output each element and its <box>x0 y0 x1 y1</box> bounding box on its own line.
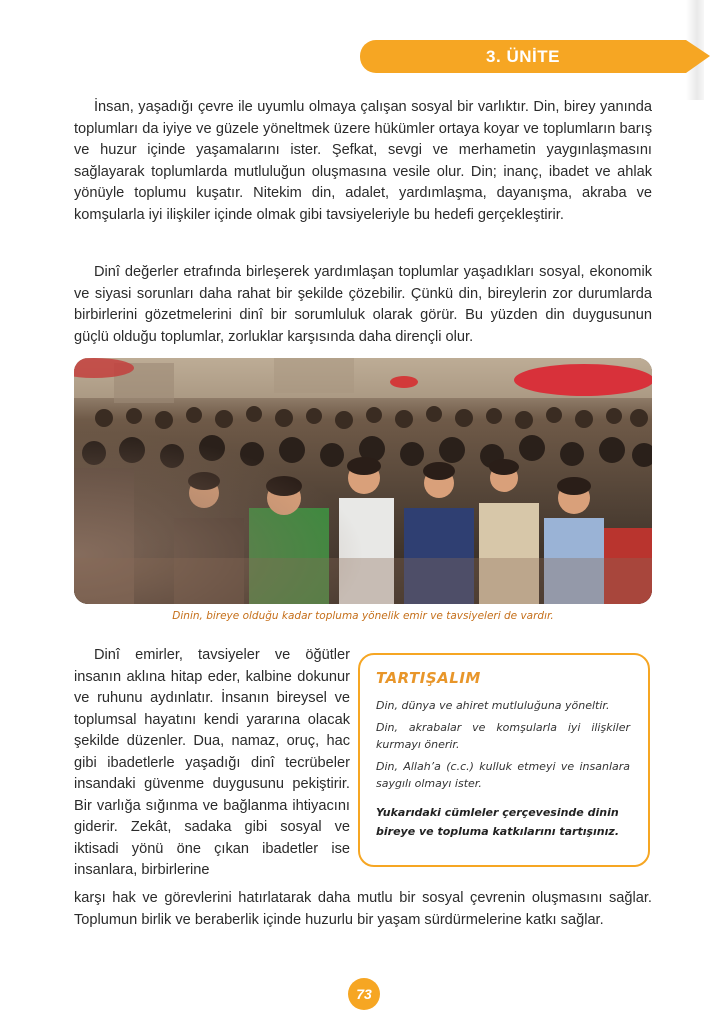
paragraph-3: Dinî emirler, tavsiyeler ve öğütler insanın aklına hitap eder, kalbine dokunur ve ruhunu aydınlatır. İnsanın bireysel ve toplumsal hayatını kendi yararına olacak şekilde düzenler. Dua, namaz, oruç, hac gibi ibadetlerle yaşadığı dinî tecrübeler insandaki güvenme duygusunu pekiştirir. Bir varlığa sığınma ve bağlanma ihtiyacını giderir. Zekât, sadaka gibi sosyal ve iktisadi yönü öne çıkan ibadetler ise insanlara, birbirlerine <box>74 647 350 878</box>
paragraph-3-continued: karşı hak ve görevlerini hatırlatarak daha mutlu bir sosyal çevrenin oluşmasını sağlar. Toplumun birlik ve beraberlik içinde huzurlu bir yaşam sürdürmelerine katkı sağlar. <box>74 890 652 928</box>
photo-caption: Dinin, bireye olduğu kadar topluma yönelik emir ve tavsiyeleri de vardır. <box>172 610 554 622</box>
unit-tab-flap <box>686 40 710 73</box>
discussion-title: TARTIŞALIM <box>376 669 481 687</box>
unit-label: 3. ÜNİTE <box>486 46 560 66</box>
page-number <box>348 978 380 1010</box>
paragraph-2: Dinî değerler etrafında birleşerek yardımlaşan toplumlar yaşadıkları sosyal, ekonomik ve siyasi sorunları daha rahat bir şekilde çözebilir. Çünkü din, bireylerin zor durumlarda birbirlerini gözetmelerini dinî bir sorumluluk olarak görür. Bu yüzden din duygusunun güçlü olduğu toplumlar, zorluklar karşısında daha dirençli olur. <box>74 264 652 345</box>
unit-tab <box>360 40 686 73</box>
discussion-box <box>358 653 650 867</box>
discussion-line-3: Din, Allah’a (c.c.) kulluk etmeyi ve insanlara saygılı olmayı ister. <box>376 759 630 790</box>
paragraph-1: İnsan, yaşadığı çevre ile uyumlu olmaya çalışan sosyal bir varlıktır. Din, birey yanında toplumları da iyiye ve güzele yöneltmek üzere hükümler ortaya koyar ve toplumların barış ve huzur içinde yaşamalarını ister. Şefkat, sevgi ve merhametin yaygınlaşmasını sağlayarak toplumlarda mutluluğun oluşmasına vesile olur. Din; inanç, ibadet ve ahlak yönüyle toplumu kuşatır. Nitekim din, adalet, yardımlaşma, dayanışma, akraba ve komşularla iyi ilişkiler içinde olmak gibi tavsiyeleriyle bu hedefi gerçekleştirir. <box>74 99 652 223</box>
discussion-line-2: Din, akrabalar ve komşularla iyi ilişkiler kurmayı önerir. <box>376 720 630 751</box>
crowd-photo <box>74 358 652 604</box>
discussion-line-1: Din, dünya ve ahiret mutluluğuna yöneltir. <box>376 699 610 712</box>
discussion-task: Yukarıdaki cümleler çerçevesinde dinin bireye ve topluma katkılarını tartışınız. <box>376 805 619 838</box>
page-number-label: 73 <box>356 986 372 1002</box>
